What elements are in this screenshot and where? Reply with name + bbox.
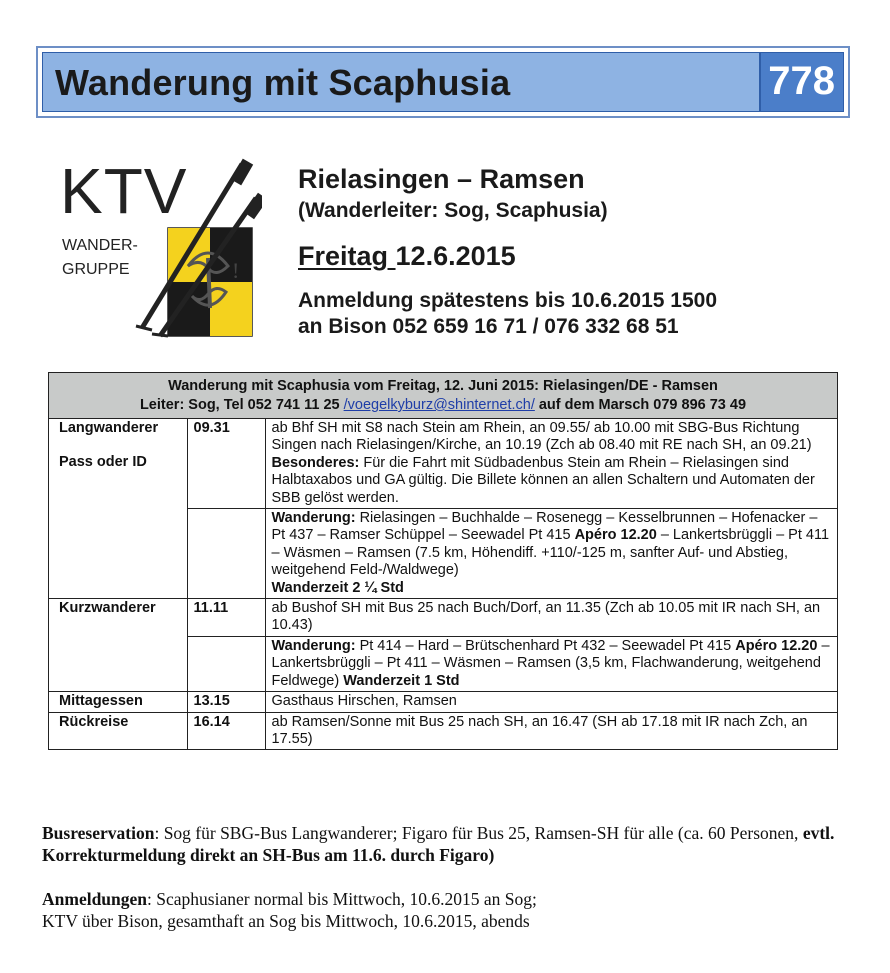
leader-phone: Leiter: Sog, Tel 052 741 11 25 <box>139 397 344 413</box>
banner-title: Wanderung mit Scaphusia <box>55 62 511 103</box>
route-title: Rielasingen – Ramsen <box>298 164 585 194</box>
intro-block <box>298 164 858 340</box>
logo-ktv-text: KTV <box>60 155 188 227</box>
signup-note-text-1: : Scaphusianer normal bis Mittwoch, 10.6.2015 an Sog; <box>147 889 537 909</box>
logo-line-2: GRUPPE <box>62 261 130 278</box>
group-label-lang: Langwanderer <box>59 420 159 436</box>
banner-bar <box>42 52 844 112</box>
bus-reservation-text: : Sog für SBG-Bus Langwanderer; Figaro für Bus 25, Ramsen-SH für alle (ca. 60 Personen, <box>154 823 803 843</box>
schedule-grid <box>49 419 837 749</box>
schedule-table <box>48 372 838 750</box>
kurz-hike-text-1: Pt 414 – Hard – Brütschenhard Pt 432 – Seewadel Pt 415 <box>355 637 736 654</box>
signup-deadline <box>298 288 858 340</box>
hike-date <box>298 241 858 272</box>
notes-section <box>42 822 862 954</box>
date-day: Freitag <box>298 241 396 271</box>
svg-text:!: ! <box>232 258 240 283</box>
kurz-apero: Apéro 12.20 <box>735 637 818 654</box>
march-phone: auf dem Marsch 079 896 73 49 <box>534 397 747 413</box>
leader-email-link[interactable]: /voegelkyburz@shinternet.ch/ <box>343 397 535 413</box>
issue-number: 778 <box>768 59 835 103</box>
table-row <box>49 692 837 712</box>
time-cell-lang: 09.31 <box>187 419 265 509</box>
kurz-hike-text-2: – Lankertsbrüggli – Pt 411 – Wäsmen – Ramsen (3,5 km, Flachwanderung, weitgehend Feldwege) <box>271 637 830 689</box>
time-cell-kurz: 11.11 <box>187 599 265 637</box>
kurz-hike-duration: Wanderzeit 1 Std <box>343 672 460 689</box>
time-cell-empty <box>187 636 265 691</box>
schedule-header-line-1: Wanderung mit Scaphusia vom Freitag, 12. Juni 2015: Rielasingen/DE - Ramsen <box>168 378 718 394</box>
bus-correction-note: evtl. Korrekturmeldung direkt an SH-Bus am 11.6. durch Figaro) <box>42 823 835 865</box>
lang-hike-duration: Wanderzeit 2 ¼ Std <box>271 579 404 596</box>
logo-subtitle <box>62 234 138 282</box>
lunch-label: Mittagessen <box>49 692 187 712</box>
group-cell-lang <box>49 419 187 599</box>
lang-hike-text-2: – Lankertsbrüggli – Pt 411 – Wäsmen – Ramsen (7.5 km, Höhendiff. +110/-125 m, sanfter Auf- und Abstieg, weitgehend Feld-/Waldwege) <box>271 527 830 579</box>
lang-special-text: Für die Fahrt mit Südbadenbus Stein am Rhein – Rielasingen sind Halbtaxabos und GA gültig. Die Billete können an allen Schaltern und Automaten der SBB gelöst werden. <box>271 454 815 506</box>
lang-special-label: Besonderes: <box>271 454 360 471</box>
hike-cell-kurz <box>265 636 837 691</box>
return-time: 16.14 <box>187 712 265 749</box>
schedule-header <box>49 373 837 419</box>
bus-reservation-note <box>42 822 862 866</box>
pass-note: Pass oder ID <box>59 454 147 471</box>
lang-hike-label: Wanderung: <box>271 510 356 527</box>
signup-line-2: an Bison 052 659 16 71 / 076 332 68 51 <box>298 315 679 338</box>
hike-leader: (Wanderleiter: Sog, Scaphusia) <box>298 199 608 222</box>
return-travel: ab Ramsen/Sonne mit Bus 25 nach SH, an 16.47 (SH ab 17.18 mit IR nach Zch, an 17.55) <box>265 712 837 749</box>
travel-cell-lang <box>265 419 837 509</box>
kurz-hike-label: Wanderung: <box>271 637 356 654</box>
signup-line-1: Anmeldung spätestens bis 10.6.2015 1500 <box>298 289 718 312</box>
date-value: 12.6.2015 <box>395 241 516 271</box>
banner-title-box <box>43 53 761 111</box>
return-label: Rückreise <box>49 712 187 749</box>
time-cell-empty <box>187 509 265 599</box>
signup-note-text-2: KTV über Bison, gesamthaft an Sog bis Mittwoch, 10.6.2015, abends <box>42 911 530 931</box>
lang-special <box>272 455 832 507</box>
table-row <box>49 712 837 749</box>
schedule-header-line-2 <box>55 396 831 415</box>
table-row <box>49 599 837 637</box>
table-row <box>49 419 837 509</box>
hike-cell-lang <box>265 509 837 599</box>
lunch-time: 13.15 <box>187 692 265 712</box>
header-banner <box>36 46 850 118</box>
lunch-place: Gasthaus Hirschen, Ramsen <box>265 692 837 712</box>
group-label-kurz: Kurzwanderer <box>49 599 187 692</box>
bus-reservation-label: Busreservation <box>42 823 155 843</box>
signup-note-label: Anmeldungen <box>42 889 148 909</box>
lang-travel-text: ab Bhf SH mit S8 nach Stein am Rhein, an 09.55/ ab 10.00 mit SBG-Bus Richtung Singen nach Rielasingen/Kirche, an 10.19 (Zch ab 08.40 mit RE nach SH, an 09.21) <box>271 420 812 454</box>
travel-cell-kurz: ab Bushof SH mit Bus 25 nach Buch/Dorf, an 11.35 (Zch ab 10.05 mit IR nach SH, an 10.43) <box>265 599 837 637</box>
logo-line-1: WANDER- <box>62 237 138 254</box>
lang-hike-text-1: Rielasingen – Buchhalde – Rosenegg – Kesselbrunnen – Hofenacker – Pt 437 – Ramser Schüppel – Seewadel Pt 415 <box>271 510 818 544</box>
ktv-logo <box>58 155 258 338</box>
signup-note <box>42 888 862 932</box>
lang-apero: Apéro 12.20 <box>574 527 657 544</box>
